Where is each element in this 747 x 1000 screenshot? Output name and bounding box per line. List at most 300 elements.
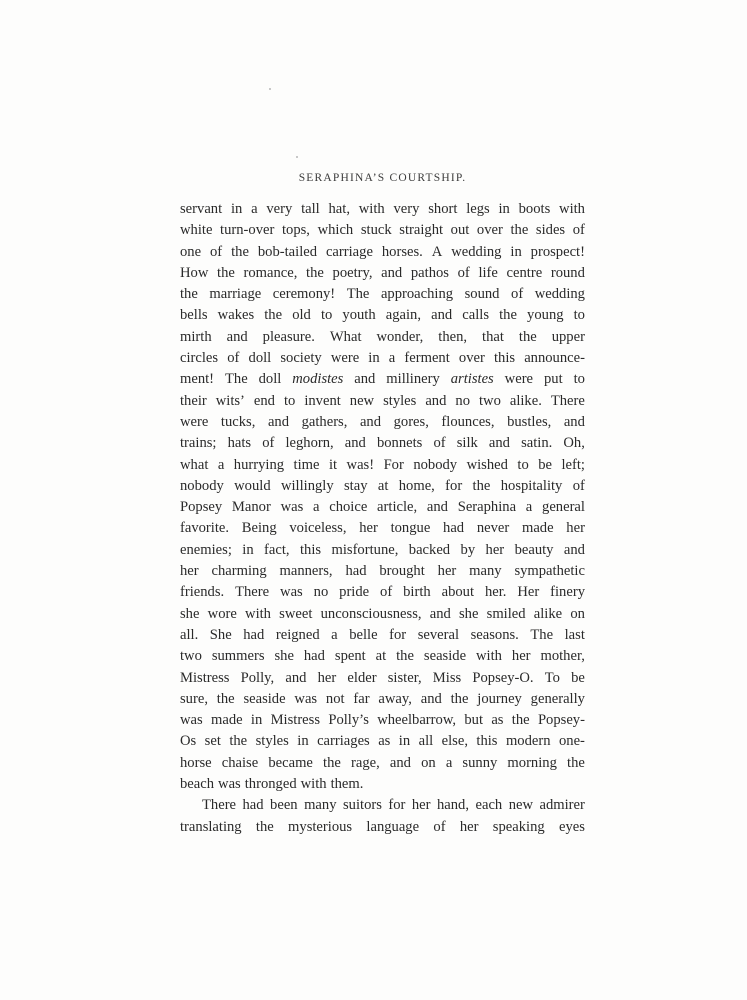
word: Seraphina (457, 499, 517, 516)
word: a (525, 499, 533, 516)
word: wedding (534, 286, 585, 303)
word: the (231, 243, 249, 260)
word: smiled (486, 605, 526, 622)
word: marriage (209, 286, 262, 303)
word: with (358, 201, 385, 217)
word: A (431, 243, 443, 260)
text-line (180, 518, 585, 539)
word: with (476, 648, 502, 665)
word: article, (377, 499, 418, 516)
word: and (389, 754, 411, 771)
word: the (450, 690, 469, 707)
word: of (511, 286, 524, 303)
word: She (209, 626, 232, 643)
word: sister, (387, 669, 422, 686)
word: sides (535, 222, 566, 239)
text-line (180, 604, 585, 625)
word: Os (180, 733, 197, 750)
word: willingly (280, 477, 334, 494)
word: were (504, 371, 534, 388)
text-line (180, 284, 585, 305)
word: a (217, 456, 225, 473)
word: sunny (462, 754, 498, 771)
word: away, (378, 690, 412, 707)
word: of (433, 818, 446, 835)
word: of (227, 350, 240, 367)
word: carriage (325, 243, 373, 260)
word: and (354, 371, 376, 388)
word: her. (484, 584, 507, 601)
word: several (417, 626, 460, 643)
word: and (285, 669, 307, 686)
word: finery (550, 584, 585, 601)
word: straight (399, 222, 444, 239)
word: this (299, 541, 322, 558)
word: very (266, 201, 293, 217)
word: modern (505, 733, 551, 750)
word: alike (533, 605, 563, 622)
word: were (330, 350, 360, 367)
word: was (218, 776, 241, 793)
word: of (210, 243, 223, 260)
word: what (180, 456, 209, 473)
word: had (243, 626, 265, 643)
text-line (180, 625, 585, 646)
word: again, (385, 307, 421, 324)
word: her (485, 541, 505, 558)
word: end (253, 392, 275, 409)
word: wakes (217, 307, 255, 324)
text-line (180, 689, 585, 710)
word: language (366, 818, 420, 835)
word: new (349, 392, 375, 409)
word: put (543, 371, 563, 388)
word: The (346, 286, 370, 303)
word: journey (477, 690, 522, 707)
word: to (283, 392, 296, 409)
word: mother, (540, 648, 585, 665)
paper-speck (296, 156, 298, 158)
word: wished (466, 456, 508, 473)
word: a (388, 350, 396, 367)
word: this (493, 350, 516, 367)
word: beauty (514, 541, 554, 558)
text-line (180, 561, 585, 582)
word: Miss (432, 669, 462, 686)
word: approaching (380, 286, 454, 303)
word: Mistress (180, 669, 230, 686)
word: the (567, 754, 585, 771)
word: of (572, 477, 585, 494)
word: summers (211, 648, 265, 665)
word: for (388, 797, 406, 814)
paper-speck (269, 88, 271, 90)
word: a (313, 499, 320, 516)
word: seaside (243, 690, 286, 707)
text-line (180, 731, 585, 752)
word: young (527, 307, 564, 324)
word: on (421, 754, 436, 771)
word: wits’ (215, 392, 245, 409)
word: There (550, 392, 585, 409)
word: life (478, 264, 498, 281)
word: There (235, 584, 270, 601)
text-line (180, 582, 585, 603)
word: friends. (180, 584, 225, 601)
text-line (180, 774, 585, 795)
word: legs (466, 201, 490, 217)
word: out (450, 222, 470, 239)
text-line (180, 817, 585, 838)
word: sound (464, 286, 500, 303)
word: was (280, 499, 304, 516)
word: all (418, 733, 434, 750)
word: tops, (281, 222, 310, 239)
body-text (180, 199, 585, 838)
word: and (226, 328, 248, 345)
word: the (229, 733, 248, 750)
word: that (482, 328, 504, 345)
word: stuck (360, 222, 392, 239)
word: chaise (221, 754, 259, 771)
word: the (518, 328, 537, 345)
word: belle (349, 626, 378, 643)
word: in (368, 350, 380, 367)
word: the (510, 222, 529, 239)
word: her (317, 669, 337, 686)
text-line (180, 369, 585, 390)
word: trains; (180, 435, 217, 452)
word: at (377, 477, 389, 494)
word: but (464, 712, 484, 729)
text-line (180, 668, 585, 689)
word: morning (507, 754, 557, 771)
word: millinery (386, 371, 440, 388)
word: and (381, 264, 403, 281)
word: had (443, 520, 465, 537)
word: and (359, 413, 382, 430)
word: a (251, 201, 258, 217)
word: and (431, 307, 453, 324)
word: be (538, 456, 552, 473)
word: pathos (410, 264, 449, 281)
word: at (375, 648, 387, 665)
word: been (270, 797, 298, 814)
word: wonder, (376, 328, 424, 345)
word: styles (383, 392, 417, 409)
word: and (425, 392, 447, 409)
word: tongue (390, 520, 431, 537)
word: pride (339, 584, 370, 601)
word: she (180, 605, 200, 622)
word: with (300, 776, 327, 793)
text-line (180, 348, 585, 369)
word: eyes (558, 818, 585, 835)
text-line (180, 263, 585, 284)
word: calls (462, 307, 490, 324)
word: misfortune, (331, 541, 399, 558)
word: she (458, 605, 479, 622)
word: was! (346, 456, 375, 473)
word: be (571, 669, 585, 686)
running-head: SERAPHINA’S COURTSHIP. (298, 172, 467, 184)
word: nobody (413, 456, 458, 473)
word: generally (530, 690, 585, 707)
word: choice (329, 499, 368, 516)
word: and (267, 413, 290, 430)
word: leghorn, (285, 435, 334, 452)
word: seaside (423, 648, 467, 665)
text-line (180, 476, 585, 497)
word: enemies; (180, 541, 232, 558)
word: Manor (231, 499, 271, 516)
word: rage, (351, 754, 380, 771)
word: favorite. (180, 520, 230, 537)
word: with (559, 201, 585, 217)
word: wedding (451, 243, 502, 260)
word: two (180, 648, 202, 665)
word: for (389, 626, 407, 643)
text-line (180, 199, 585, 220)
word: were (180, 413, 209, 430)
text-line (180, 795, 585, 816)
word: her (359, 520, 378, 537)
word: hand, (436, 797, 470, 814)
word: Polly’s (328, 712, 369, 729)
word: speaking (492, 818, 545, 835)
word: the (472, 477, 491, 494)
word: the (264, 307, 283, 324)
word: became (268, 754, 313, 771)
word: round (550, 264, 585, 281)
word: and (344, 435, 366, 452)
word: of (457, 264, 470, 281)
word: over (476, 222, 503, 239)
word: her (437, 563, 457, 580)
text-line (180, 710, 585, 731)
word: in (398, 733, 411, 750)
word: beach (180, 776, 215, 793)
word: not (325, 690, 345, 707)
word: bob-tailed (257, 243, 318, 260)
word: by (460, 541, 476, 558)
word: unconsciousness, (320, 605, 422, 622)
word: in (230, 201, 243, 217)
text-line (180, 540, 585, 561)
text-line (180, 497, 585, 518)
word: ceremony! (272, 286, 336, 303)
word: hospitality (500, 477, 563, 494)
word: flounces, (441, 413, 495, 430)
word: Popsey (180, 499, 223, 516)
word: ment! (180, 371, 215, 388)
word: hat, (328, 201, 350, 217)
word: styles (255, 733, 289, 750)
word: the (499, 307, 517, 324)
text-line (180, 305, 585, 326)
word: to (573, 307, 585, 324)
word: her (566, 520, 585, 537)
word: Mistress (270, 712, 321, 729)
word: her (459, 818, 479, 835)
text-line (180, 412, 585, 433)
word: wheelbarrow, (377, 712, 457, 729)
text-line (180, 327, 585, 348)
text-line (180, 220, 585, 241)
word: made (521, 520, 554, 537)
word: backed (408, 541, 451, 558)
word: elder (347, 669, 377, 686)
word: brought (379, 563, 425, 580)
word: mirth (180, 328, 212, 345)
word: time (293, 456, 320, 473)
italic-word: modistes (292, 371, 344, 388)
word: translating (180, 818, 242, 835)
word: voiceless, (289, 520, 347, 537)
word: one (180, 243, 202, 260)
word: ferment (404, 350, 450, 367)
text-line (180, 646, 585, 667)
word: all. (180, 626, 199, 643)
word: silk (456, 435, 478, 452)
word: home, (398, 477, 435, 494)
word: birth (403, 584, 431, 601)
word: many (304, 797, 337, 814)
word: manners, (279, 563, 333, 580)
word: for (445, 477, 463, 494)
word: no (455, 392, 470, 409)
word: the (323, 754, 341, 771)
word: she (274, 648, 294, 665)
word: centre (506, 264, 543, 281)
word: servant (180, 201, 223, 217)
word: of (433, 435, 446, 452)
word: last (564, 626, 585, 643)
text-line (180, 391, 585, 412)
word: nobody (180, 477, 224, 494)
word: as (491, 712, 504, 729)
word: fact, (264, 541, 290, 558)
word: Being (241, 520, 277, 537)
word: thronged (244, 776, 297, 793)
word: admirer (539, 797, 585, 814)
text-line (180, 242, 585, 263)
word: the (217, 264, 235, 281)
word: doll (248, 350, 272, 367)
word: stay (344, 477, 368, 494)
word: and (429, 605, 451, 622)
word: about (441, 584, 475, 601)
text-line (180, 753, 585, 774)
word: Popsey- (537, 712, 585, 729)
word: The (530, 626, 554, 643)
word: one- (558, 733, 585, 750)
word: to (573, 371, 585, 388)
word: with (245, 605, 271, 622)
word: carriages (317, 733, 370, 750)
word: horses. (381, 243, 423, 260)
word: spent (334, 648, 366, 665)
word: satin. (521, 435, 553, 452)
word: bustles, (507, 413, 552, 430)
word: of (262, 435, 275, 452)
word: The (224, 371, 248, 388)
word: her (511, 648, 531, 665)
word: boots (518, 201, 551, 217)
word: bells (180, 307, 208, 324)
word: had (303, 648, 325, 665)
word: There (202, 797, 237, 814)
italic-word: artistes (450, 371, 494, 388)
word: general (542, 499, 585, 516)
word: short (428, 201, 458, 217)
word: sympathetic (514, 563, 585, 580)
word: then, (438, 328, 468, 345)
word: in (297, 733, 309, 750)
word: her (180, 563, 199, 580)
word: What (329, 328, 362, 345)
word: in (250, 712, 263, 729)
word: alike. (509, 392, 542, 409)
word: suitors (342, 797, 382, 814)
word: in (510, 243, 522, 260)
word: to (320, 307, 333, 324)
word: as (378, 733, 391, 750)
word: and (563, 541, 585, 558)
word: far (353, 690, 370, 707)
word: reigned (275, 626, 320, 643)
word: gores, (393, 413, 429, 430)
word: them. (330, 776, 364, 793)
word: the (255, 818, 274, 835)
word: youth (342, 307, 376, 324)
word: upper (551, 328, 585, 345)
word: the (511, 712, 530, 729)
word: the (306, 264, 324, 281)
word: the (216, 690, 235, 707)
word: left; (561, 456, 585, 473)
word: seasons. (470, 626, 519, 643)
word: each (475, 797, 503, 814)
word: poetry, (332, 264, 373, 281)
text-line (180, 433, 585, 454)
word: was (280, 584, 303, 601)
word: gathers, (301, 413, 348, 430)
word: which (317, 222, 354, 239)
word: charming (211, 563, 267, 580)
word: old (292, 307, 311, 324)
word: romance, (243, 264, 298, 281)
word: sure, (180, 690, 208, 707)
word: horse (180, 754, 212, 771)
text-line (180, 455, 585, 476)
word: For (383, 456, 404, 473)
word: was (294, 690, 318, 707)
word: circles (180, 350, 219, 367)
word: turn-over (220, 222, 275, 239)
word: many (469, 563, 502, 580)
word: of (572, 222, 585, 239)
word: and (488, 435, 510, 452)
word: of (380, 584, 393, 601)
word: made (211, 712, 243, 729)
word: never (476, 520, 510, 537)
word: had (242, 797, 264, 814)
word: society (280, 350, 322, 367)
word: the (396, 648, 414, 665)
word: Oh, (563, 435, 585, 452)
word: Her (517, 584, 540, 601)
